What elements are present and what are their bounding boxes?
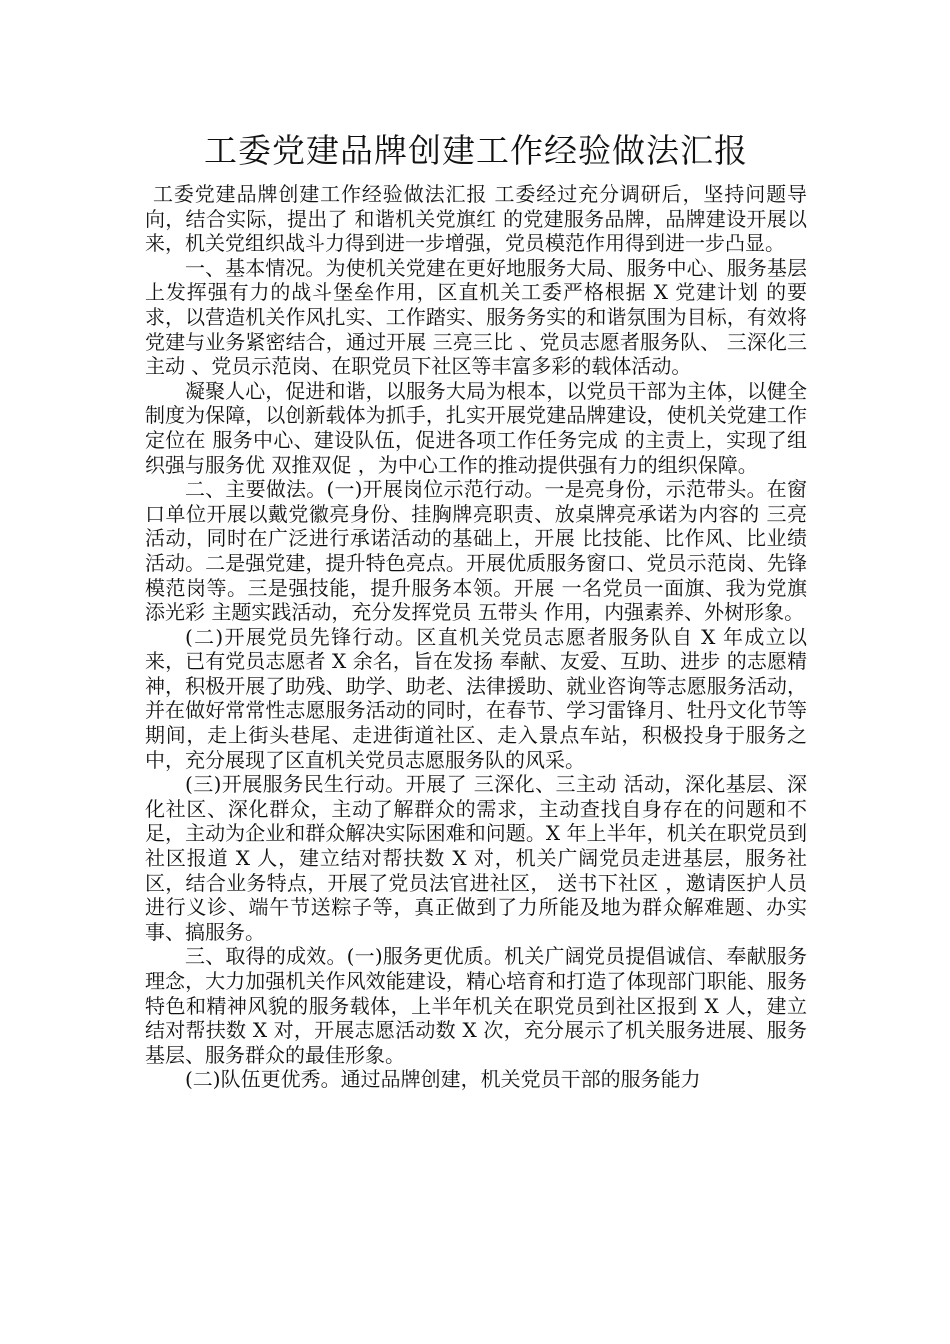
pioneer-action-paragraph: (二)开展党员先锋行动。区直机关党员志愿者服务队自 X 年成立以来，已有党员志愿者 X 余名，旨在发扬 奉献、友爱、互助、进步 的志愿精神，积极开展了助残、助学、助老、法律援助、就业咨询等志愿服务活动，并在做好常常性志愿服务活动的同时，在春节、学习雷锋月、牡丹文化节等期间，走上街头巷尾、走进街道社区、走入景点车站，积极投身于服务之中，充分展现了区直机关党员志愿服务队的风采。 (145, 624, 807, 772)
cohesion-paragraph: 凝聚人心，促进和谐，以服务大局为根本，以党员干部为主体，以健全制度为保障，以创新载体为抓手，扎实开展党建品牌建设，使机关党建工作定位在 服务中心、建设队伍，促进各项工作任务完成 的主责上，实现了组织强与服务优 双推双促 ，为中心工作的推动提供强有力的组织保障。 (145, 378, 807, 477)
achievements-paragraph: 三、取得的成效。(一)服务更优质。机关广阔党员提倡诚信、奉献服务理念，大力加强机关作风效能建设，精心培育和打造了体现部门职能、服务特色和精神风貌的服务载体，上半年机关在职党员到社区报到 X 人，建立结对帮扶数 X 对，开展志愿活动数 X 次，充分展示了机关服务进展、服务基层、服务群众的最佳形象。 (145, 944, 807, 1067)
document-title: 工委党建品牌创建工作经验做法汇报 (204, 131, 748, 170)
team-paragraph: (二)队伍更优秀。通过品牌创建，机关党员干部的服务能力 (185, 1067, 701, 1092)
intro-paragraph: 工委党建品牌创建工作经验做法汇报 工委经过充分调研后，坚持问题导向，结合实际，提出了 和谐机关党旗红 的党建服务品牌，品牌建设开展以来，机关党组织战斗力得到进一步增强，党员模范作用得到进一步凸显。 (145, 182, 807, 256)
basic-situation-paragraph: 一、基本情况。为使机关党建在更好地服务大局、服务中心、服务基层上发挥强有力的战斗堡垒作用，区直机关工委严格根据 X 党建计划 的要求，以营造机关作风扎实、工作踏实、服务务实的和谐氛围为目标，有效将党建与业务紧密结合，通过开展 三亮三比 、党员志愿者服务队、 三深化三主动 、党员示范岗、在职党员下社区等丰富多彩的载体活动。 (145, 255, 807, 379)
main-practices-paragraph: 二、主要做法。(一)开展岗位示范行动。一是亮身份，示范带头。在窗口单位开展以戴党徽亮身份、挂胸牌亮职责、放桌牌亮承诺为内容的 三亮 活动，同时在广泛进行承诺活动的基础上，开展 比技能、比作风、比业绩 活动。二是强党建，提升特色亮点。开展优质服务窗口、党员示范岗、先锋模范岗等。三是强技能，提升服务本领。开展 一名党员一面旗、我为党旗添光彩 主题实践活动，充分发挥党员 五带头 作用，内强素养、外树形象。 (145, 477, 807, 625)
document-page (145, 128, 807, 1092)
livelihood-action-paragraph: (三)开展服务民生行动。开展了 三深化、三主动 活动，深化基层、深化社区、深化群众，主动了解群众的需求，主动查找自身存在的问题和不足，主动为企业和群众解决实际困难和问题。X 年上半年，机关在职党员到社区报道 X 人，建立结对帮扶数 X 对，机关广阔党员走进基层，服务社区，结合业务特点，开展了党员法官进社区， 送书下社区 ，邀请医护人员进行义诊、端午节送粽子等，真正做到了力所能及地为群众解难题、办实事、搞服务。 (145, 772, 807, 944)
